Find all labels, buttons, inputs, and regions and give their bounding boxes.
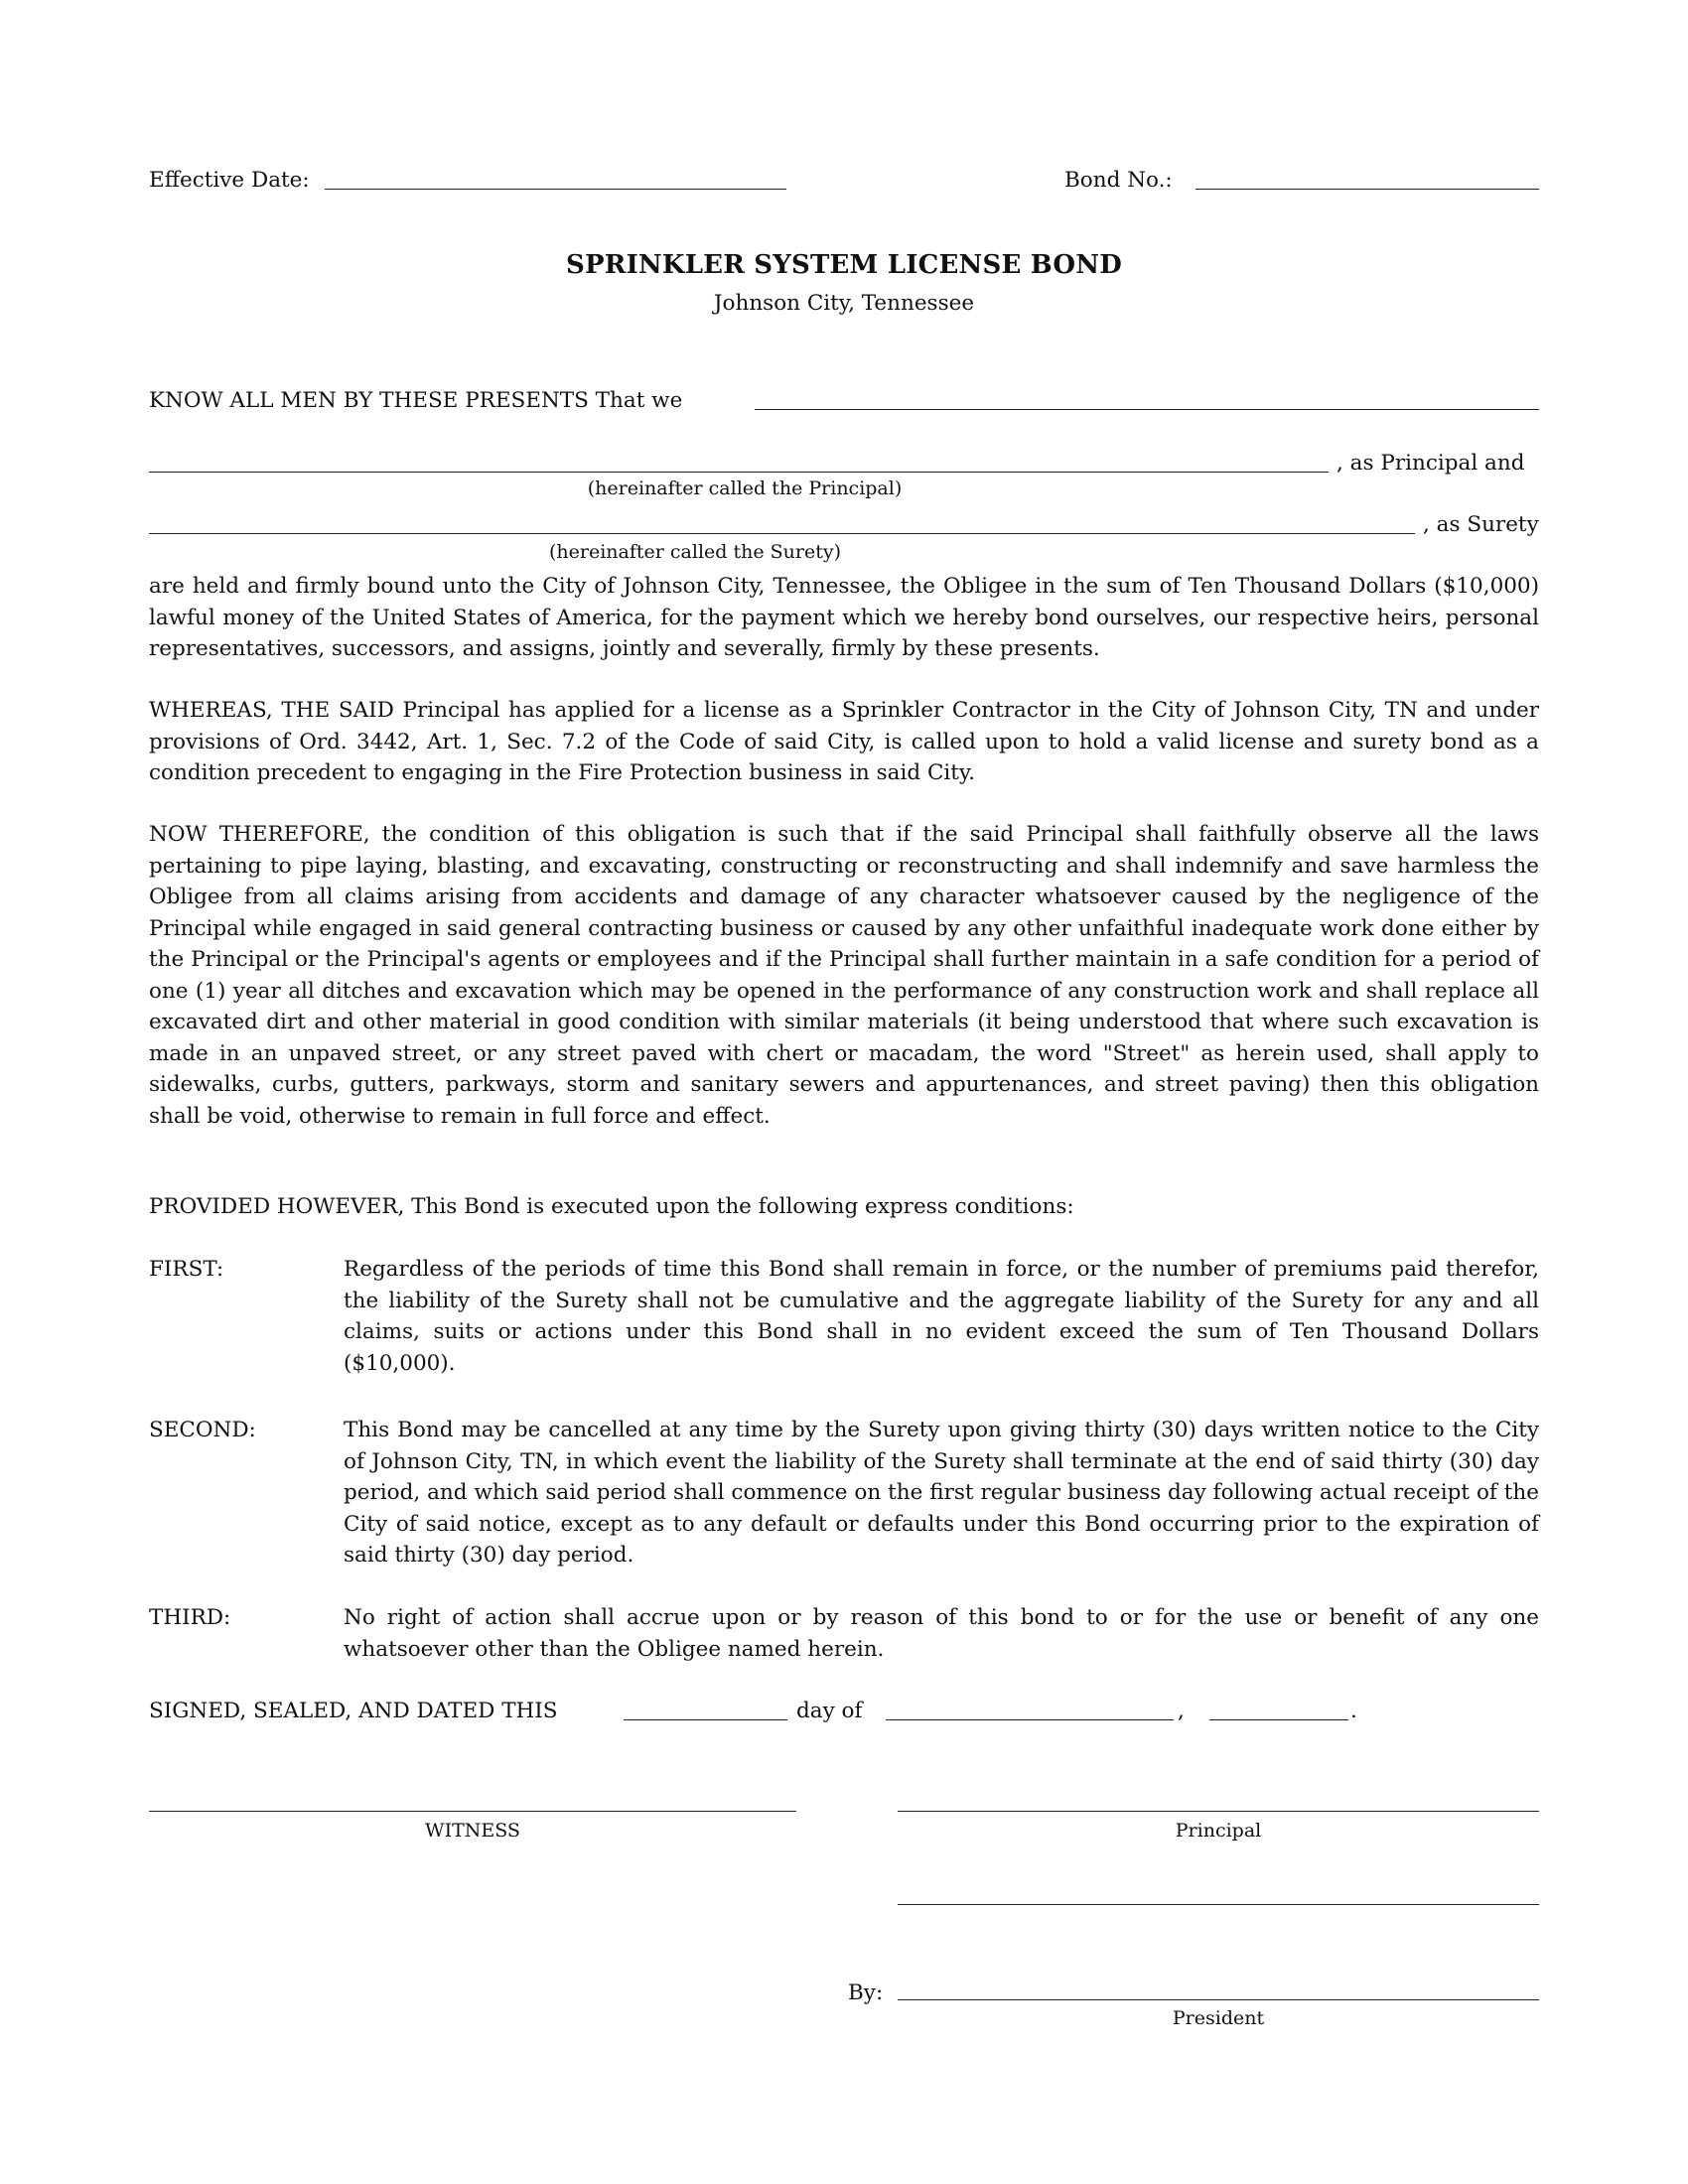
month-field[interactable]	[886, 1719, 1174, 1720]
effective-date-field[interactable]	[325, 189, 786, 190]
president-caption: President	[1172, 2007, 1265, 2029]
witness-signature-line[interactable]	[149, 1811, 796, 1812]
year-field[interactable]	[1209, 1719, 1348, 1720]
now-therefore-paragraph: NOW THEREFORE, the condition of this obligation is such that if the said Principal shall faithfully observe all the laws pertaining to pipe laying, blasting, and excavating, constructing or reconstructing and shall indemnify and save harmless the Obligee from all claims arising from accidents and damage of any character whatsoever caused by the negligence of the Principal while engaged in said general contracting business or caused by any other unfaithful inadequate work done either by the Principal or the Principal's agents or employees and if the Principal shall further maintain in a safe condition for a period of one (1) year all ditches and excavation which may be opened in the performance of any construction work and shall replace all excavated dirt and other material in good condition with similar materials (it being understood that where such excavation is made in an unpaved street, or any street paved with chert or macadam, the word "Street" as herein used, shall apply to sidewalks, curbs, gutters, parkways, storm and sanitary sewers and appurtenances, and street paving) then this obligation shall be void, otherwise to remain in full force and effect.	[149, 822, 1539, 1129]
bond-no-label: Bond No.:	[1064, 168, 1173, 193]
surety-name-field[interactable]	[149, 533, 1415, 534]
parties-field-1[interactable]	[755, 409, 1539, 410]
by-label: By:	[848, 1980, 884, 2005]
day-field[interactable]	[624, 1719, 787, 1720]
effective-date-label: Effective Date:	[149, 168, 310, 193]
first-condition-text: Regardless of the periods of time this Bond shall remain in force, or the number of premiums paid therefor, the liability of the Surety shall not be cumulative and the aggregate liability of the Surety for any and all claims, suits or actions under this Bond shall in no evident exceed the sum of Ten Thousand Dollars ($10,000).	[344, 1257, 1539, 1376]
bound-paragraph: are held and firmly bound unto the City of Johnson City, Tennessee, the Obligee in the sum of Ten Thousand Dollars ($10,000) lawful money of the United States of America, for the payment which we hereby bond ourselves, our respective heirs, personal representatives, successors, and assigns, jointly and severally, firmly by these presents.	[149, 574, 1539, 661]
provided-however-paragraph: PROVIDED HOWEVER, This Bond is executed upon the following express conditions:	[149, 1194, 1074, 1219]
bond-document	[149, 0, 1539, 2184]
third-label: THIRD:	[149, 1605, 231, 1630]
whereas-paragraph: WHEREAS, THE SAID Principal has applied for a license as a Sprinkler Contractor in the City of Johnson City, TN and under provisions of Ord. 3442, Art. 1, Sec. 7.2 of the Code of said City, is called upon to hold a valid license and surety bond as a condition precedent to engaging in the Fire Protection business in said City.	[149, 698, 1539, 785]
third-condition-text: No right of action shall accrue upon or by reason of this bond to or for the use or benefit of any one whatsoever other than the Obligee named herein.	[344, 1605, 1539, 1662]
know-all-men-text: KNOW ALL MEN BY THESE PRESENTS That we	[149, 388, 683, 413]
bond-no-field[interactable]	[1196, 189, 1539, 190]
as-surety-text: , as Surety	[1423, 512, 1539, 537]
principal-signature-line[interactable]	[898, 1811, 1539, 1812]
date-comma: ,	[1178, 1699, 1185, 1723]
first-label: FIRST:	[149, 1257, 224, 1282]
second-label: SECOND:	[149, 1418, 256, 1442]
date-period: .	[1350, 1699, 1357, 1723]
principal-caption: (hereinafter called the Principal)	[587, 478, 903, 499]
principal-name-field[interactable]	[149, 472, 1329, 473]
signed-sealed-label: SIGNED, SEALED, AND DATED THIS	[149, 1699, 558, 1723]
day-of-text: day of	[796, 1699, 863, 1723]
principal-second-line[interactable]	[898, 1904, 1539, 1905]
document-title: SPRINKLER SYSTEM LICENSE BOND	[566, 250, 1122, 280]
surety-caption: (hereinafter called the Surety)	[549, 541, 841, 563]
second-condition-text: This Bond may be cancelled at any time by the Surety upon giving thirty (30) days written notice to the City of Johnson City, TN, in which event the liability of the Surety shall terminate at the end of said thirty (30) day period, and which said period shall commence on the first regular business day following actual receipt of the City of said notice, except as to any default or defaults under this Bond occurring prior to the expiration of said thirty (30) day period.	[344, 1418, 1539, 1568]
president-signature-line[interactable]	[898, 1999, 1539, 2000]
document-subtitle: Johnson City, Tennessee	[713, 291, 975, 316]
as-principal-text: , as Principal and	[1336, 451, 1525, 476]
witness-caption: WITNESS	[425, 1820, 520, 1842]
principal-caption-sig: Principal	[1175, 1820, 1262, 1842]
